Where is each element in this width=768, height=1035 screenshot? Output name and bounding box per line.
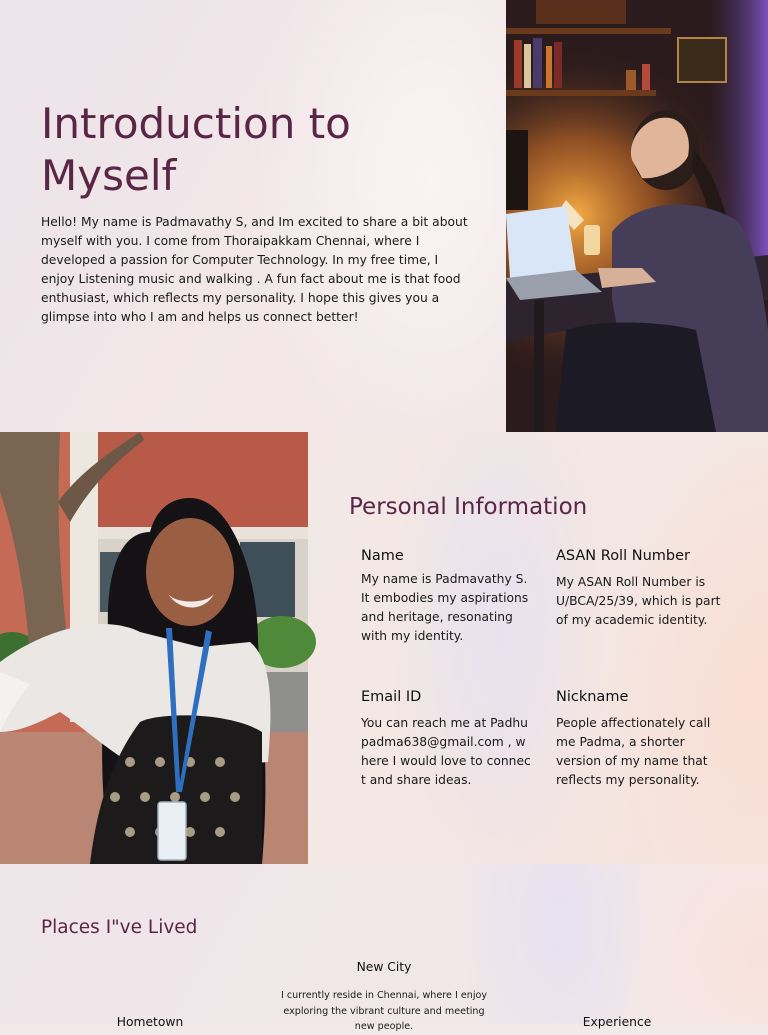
personal-information-title: Personal Information xyxy=(349,494,588,520)
places-lived-slide xyxy=(0,864,768,1032)
email-heading: Email ID xyxy=(361,689,422,705)
hometown-label: Hometown xyxy=(116,1015,184,1029)
experience-label: Experience xyxy=(582,1015,652,1029)
roll-number-card xyxy=(556,548,726,630)
portrait-photo xyxy=(0,432,308,864)
name-card xyxy=(361,548,531,646)
nickname-text: People affectionately call me Padma, a shorter version of my name that reflects my personality. xyxy=(556,716,711,787)
name-text: My name is Padmavathy S. It embodies my aspirations and heritage, resonating with my identity. xyxy=(361,572,529,643)
intro-title: Introduction to Myself xyxy=(41,99,351,200)
intro-paragraph: Hello! My name is Padmavathy S, and Im excited to share a bit about myself with you. I come from Thoraipakkam Chennai, where I developed a passion for Computer Technology. In my free time, I enjoy Listening music and walking . A fun fact about me is that food enthusiast, which reflects my personality. I hope this gives you a glimpse into who I am and helps us connect better! xyxy=(41,215,468,324)
personal-information-slide xyxy=(0,432,768,864)
email-text: You can reach me at Padhupadma638@gmail.com , where I would love to connect and share ideas. xyxy=(361,716,531,787)
new-city-label: New City xyxy=(356,960,412,974)
email-card xyxy=(361,689,531,790)
name-heading: Name xyxy=(361,548,404,564)
new-city-description: I currently reside in Chennai, where I enjoy exploring the vibrant culture and meeting new people. xyxy=(280,990,488,1032)
places-title: Places I"ve Lived xyxy=(41,917,198,938)
desk-study-photo xyxy=(506,0,768,432)
intro-slide xyxy=(0,0,768,432)
roll-number-heading: ASAN Roll Number xyxy=(556,548,690,564)
nickname-heading: Nickname xyxy=(556,689,629,705)
nickname-card xyxy=(556,689,726,790)
roll-number-text: My ASAN Roll Number is U/BCA/25/39, which is part of my academic identity. xyxy=(556,575,721,627)
